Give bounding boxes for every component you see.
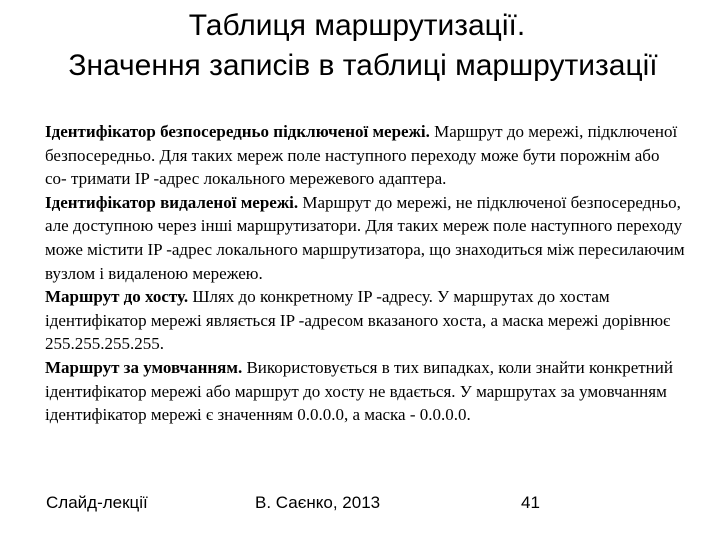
slide-body xyxy=(45,120,685,427)
paragraph-host-route xyxy=(45,285,685,356)
description-directly-connected-network: Маршрут до мережі, підключеної безпосередньо. Для таких мереж поле наступного переходу може бути порожнім або со- тримати IP -адрес локального мережевого адаптера. xyxy=(45,122,678,189)
description-remote-network: Маршрут до мережі, не підключеної безпосередньо, але доступною через інші маршрутизатори. Для таких мереж поле наступного переходу може містити IP -адрес локального маршрутизатора, що знаходиться між пересилаючим вузлом і видаленою мережею. xyxy=(45,192,685,283)
footer-course-label: Слайд-лекції xyxy=(46,493,148,512)
paragraph-default-route xyxy=(45,356,685,427)
description-default-route: Використовується в тих випадках, коли знайти конкретний ідентифікатор мережі або маршрут до хосту не вдається. У маршрутах за умовчанням ідентифікатор мережі є значенням 0.0.0.0, а маска - 0.0.0.0. xyxy=(45,357,673,425)
term-remote-network: Ідентифікатор видаленої мережі. xyxy=(45,192,299,212)
slide-title-line1: Таблиця маршрутизації. xyxy=(188,9,526,42)
term-directly-connected-network: Ідентифікатор безпосередньо підключеної мережі. xyxy=(45,122,430,141)
slide-title-line2: Значення записів в таблиці маршрутизації xyxy=(68,49,658,82)
slide-title xyxy=(0,6,720,86)
footer-author: В. Саєнко, 2013 xyxy=(255,493,381,512)
paragraph-remote-network xyxy=(45,191,685,285)
term-default-route: Маршрут за умовчанням. xyxy=(45,357,243,377)
description-host-route: Шлях до конкретному IP -адресу. У маршрутах до хостам ідентифікатор мережі являється IP -адресом вказаного хоста, а маска мережі дорівнює 255.255.255.255. xyxy=(45,287,671,354)
term-host-route: Маршрут до хосту. xyxy=(45,287,189,307)
paragraph-directly-connected-network xyxy=(45,120,685,191)
footer-page-number: 41 xyxy=(521,493,540,512)
